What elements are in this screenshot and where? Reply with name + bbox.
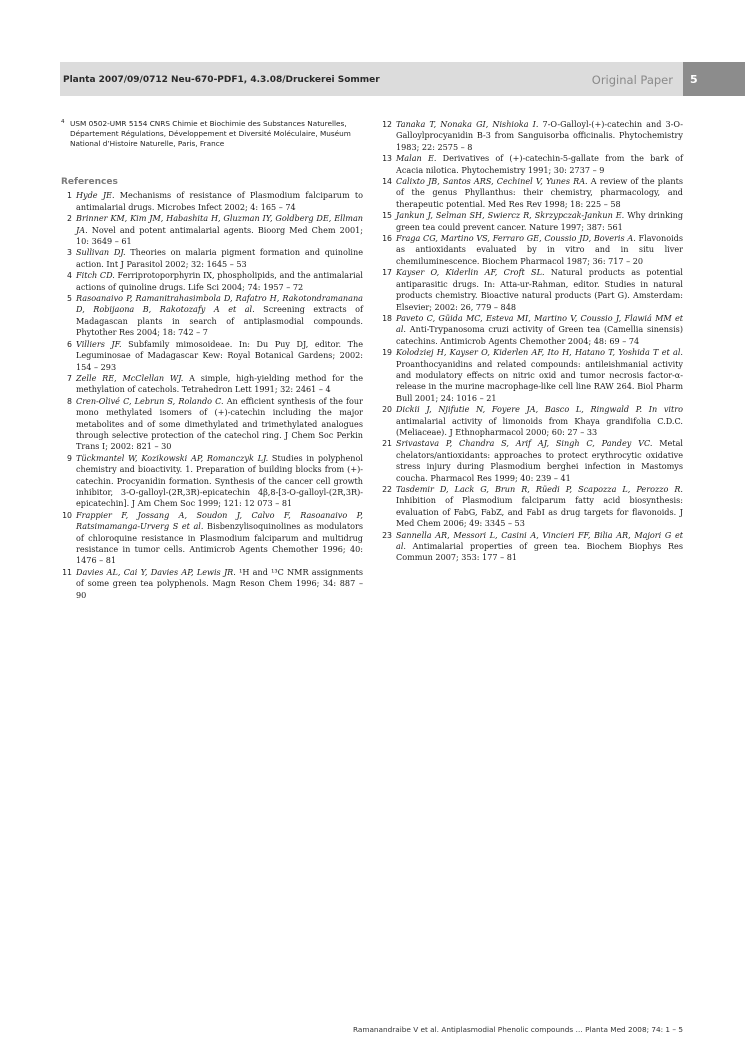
reference-number: 23: [382, 530, 392, 540]
reference-number: 16: [382, 234, 392, 244]
reference-item: [61, 247, 363, 270]
reference-authors: Sullivan DJ.: [76, 247, 126, 258]
references-heading: References: [61, 177, 118, 187]
reference-authors: Hyde JE.: [76, 190, 115, 201]
reference-text: Screening extracts of Madagascan plants in search of antiplasmodial compounds. Phytother Res 2004; 18: 742 – 7: [76, 304, 363, 338]
reference-text: A review of the plants of the genus Phyllanthus: their chemistry, pharmacology, and therapeutic potential. Med Res Rev 1998; 18: 225 – 58: [396, 176, 683, 209]
reference-text: Metal chelators/antioxidants: approaches to protect erythrocytic oxidative stress injury during Plasmodium berghei infection in Mastomys coucha. Pharmacol Res 1999; 40: 239 – 41: [396, 438, 683, 483]
reference-list-right: [381, 119, 683, 564]
reference-authors: Frappier F, Jossang A, Soudon J, Calvo F, Rasoanaivo P, Ratsimamanga-Urverg S et al.: [76, 509, 363, 532]
reference-authors: Paveto C, Güida MC, Esteva MI, Martino V, Coussio J, Flawiá MM et al.: [396, 312, 683, 335]
reference-item: [381, 484, 683, 530]
reference-number: 3: [67, 248, 72, 258]
reference-authors: Calixto JB, Santos ARS, Cechinel V, Yunes RA.: [396, 176, 588, 187]
reference-item: [61, 567, 363, 601]
production-line: Planta 2007/09/0712 Neu-670-PDF1, 4.3.08/Druckerei Sommer: [63, 75, 380, 85]
reference-authors: Villiers JF.: [76, 338, 122, 349]
reference-authors: Brinner KM, Kim JM, Habashita H, Gluzman IY, Goldberg DE, Ellman JA.: [76, 213, 363, 235]
reference-text: ¹H and ¹³C NMR assignments of some green tea polyphenols. Magn Reson Chem 1996; 34: 887 – 90: [76, 566, 363, 600]
reference-item: [61, 510, 363, 567]
reference-item: [381, 119, 683, 153]
reference-text: Bisbenzylisoquinolines as modulators of chloroquine resistance in Plasmodium falciparum and multidrug resistance in tumor cells. Antimicrob Agents Chemother 1996; 40: 1476 – 81: [76, 521, 363, 566]
reference-text: A simple, high-yielding method for the methylation of catechols. Tetrahedron Lett 1991; 32: 2461 – 4: [76, 372, 363, 395]
right-column: [381, 119, 683, 564]
reference-item: [381, 153, 683, 176]
reference-number: 1: [67, 191, 72, 201]
reference-number: 12: [382, 120, 392, 129]
reference-authors: Malan E.: [396, 153, 437, 164]
reference-item: [61, 453, 363, 510]
reference-number: 2: [67, 214, 72, 224]
reference-text: Studies in polyphenol chemistry and bioactivity. 1. Preparation of building blocks from (+)-catechin. Procyanidin formation. Synthesis of the cancer cell growth inhibitor, 3-O-galloyl-(2R,3R)-epicatechin 4β,8-[3-O-galloyl-(2R,3R)-epicatechin]. J Am Chem Soc 1999; 121: 12 073 – 81: [76, 452, 363, 509]
reference-number: 13: [382, 154, 392, 164]
reference-item: [381, 404, 683, 438]
reference-text: Natural products as potential antiparasitic drugs. In: Atta-ur-Rahman, editor. Studies in natural products chemistry. Bioactive natural products (Part G). Amsterdam: Elsevier; 2002: 26, 779 – 848: [396, 267, 683, 312]
footnote-text: USM 0502-UMR 5154 CNRS Chimie et Biochimie des Substances Naturelles, Département Régulations, Développement et Diversité Moléculaire, Muséum National d’Histoire Naturelle, Paris, France: [70, 119, 351, 148]
reference-authors: Srivastava P, Chandra S, Arif AJ, Singh C, Pandey VC.: [396, 438, 653, 449]
reference-item: [381, 530, 683, 564]
reference-number: 20: [382, 405, 392, 415]
reference-item: [61, 373, 363, 396]
reference-number: 15: [382, 211, 392, 221]
reference-text: Ferriprotoporphyrin IX, phospholipids, and the antimalarial actions of quinoline drugs. Life Sci 2004; 74: 1957 – 72: [76, 270, 363, 292]
left-column: [61, 119, 363, 601]
reference-item: [61, 270, 363, 293]
page-number: 5: [690, 73, 698, 86]
reference-text: An efficient synthesis of the four mono methylated isomers of (+)-catechin including the major metabolites and of some dimethylated and trimethylated analogues through selective protection of the catechol ring. J Chem Soc Perkin Trans I; 2002: 821 – 30: [76, 395, 363, 452]
reference-authors: Kayser O, Kiderlin AF, Croft SL.: [396, 267, 545, 278]
reference-item: [381, 176, 683, 210]
reference-item: [61, 396, 363, 453]
reference-item: [381, 347, 683, 404]
reference-authors: Kolodziej H, Kayser O, Kiderlen AF, Ito H, Hatano T, Yoshida T et al.: [396, 347, 683, 358]
reference-number: 8: [67, 396, 72, 406]
reference-authors: Tasdemir D, Lack G, Brun R, Rüedi P, Scapozza L, Perozzo R.: [396, 484, 683, 494]
reference-text: Flavonoids as antioxidants evaluated by in vitro and in situ liver chemiluminescence. Biochem Pharmacol 1987; 36: 717 – 20: [396, 233, 683, 266]
article-type-label: Original Paper: [591, 73, 673, 87]
reference-item: [381, 438, 683, 484]
reference-number: 6: [67, 339, 72, 349]
reference-authors: Davies AL, Cai Y, Davies AP, Lewis JR.: [76, 566, 236, 577]
reference-text: Why drinking green tea could prevent cancer. Nature 1997; 387: 561: [396, 210, 683, 232]
reference-text: Mechanisms of resistance of Plasmodium falciparum to antimalarial drugs. Microbes Infect 2002; 4: 165 – 74: [76, 190, 364, 212]
reference-number: 18: [382, 313, 392, 323]
reference-number: 11: [62, 567, 72, 577]
reference-number: 4: [67, 271, 72, 281]
reference-number: 17: [382, 268, 392, 278]
reference-item: [61, 339, 363, 373]
reference-list-left: [61, 190, 363, 601]
footnote-number: 4: [61, 119, 65, 125]
reference-authors: Zelle RE, McClellan WJ.: [76, 372, 184, 383]
reference-number: 5: [67, 294, 72, 304]
reference-text: Subfamily mimosoideae. In: Du Puy DJ, editor. The Leguminosae of Madagascar Kew: Royal Botanical Gardens; 2002: 154 – 293: [76, 338, 363, 372]
reference-item: [381, 267, 683, 313]
reference-number: 14: [382, 177, 392, 187]
reference-authors: Tückmantel W, Kozikowski AP, Romanczyk LJ.: [76, 452, 269, 463]
reference-number: 7: [67, 373, 72, 383]
reference-item: [61, 190, 363, 213]
affiliation-footnote: [61, 119, 363, 149]
reference-authors: Fraga CG, Martino VS, Ferraro GE, Coussio JD, Boveris A.: [396, 233, 636, 244]
page-number-box: [683, 62, 745, 96]
reference-text: Derivatives of (+)-catechin-5-gallate from the bark of Acacia nilotica. Phytochemistry 1991; 30: 2737 – 9: [396, 153, 684, 175]
reference-text: Antimalarial properties of green tea. Biochem Biophys Res Commun 2007; 353: 177 – 81: [396, 541, 683, 563]
reference-text: Novel and potent antimalarial agents. Bioorg Med Chem 2001; 10: 3649 – 61: [76, 224, 363, 247]
reference-authors: Jankun J, Selman SH, Swiercz R, Skrzypczak-Jankun E.: [396, 210, 625, 221]
reference-number: 22: [382, 485, 392, 494]
reference-authors: Fitch CD.: [76, 270, 115, 281]
reference-text: Theories on malaria pigment formation and quinoline action. Int J Parasitol 2002; 32: 1645 – 53: [76, 247, 363, 269]
reference-authors: Cren-Olivé C, Lebrun S, Rolando C.: [76, 395, 224, 406]
reference-authors: Sannella AR, Messori L, Casini A, Vincieri FF, Bilia AR, Majori G et al.: [396, 529, 683, 552]
reference-number: 19: [382, 348, 392, 358]
reference-text: Proanthocyanidins and related compounds: antileishmanial activity and modulatory effects on nitric oxid and tumor necrosis factor-α-release in the murine macrophage-like cell line RAW 264. Biol Pharm Bull 2001; 24: 1016 – 21: [396, 358, 683, 403]
reference-number: 9: [67, 453, 72, 463]
reference-item: [381, 233, 683, 267]
reference-text: Inhibition of Plasmodium falciparum fatty acid biosynthesis: evaluation of FabG, FabZ, and FabI as drug targets for flavonoids. J Med Chem 2006; 49: 3345 – 53: [396, 495, 683, 529]
reference-item: [381, 210, 683, 233]
reference-number: 21: [382, 439, 392, 449]
reference-authors: Tanaka T, Nonaka GI, Nishioka I.: [396, 119, 539, 129]
reference-text: 7-O-Galloyl-(+)-catechin and 3-O-Galloylprocyanidin B-3 from Sanguisorba officinalis. Phytochemistry 1983; 22: 2575 – 8: [396, 119, 683, 152]
reference-item: [61, 213, 363, 247]
reference-text: Anti-Trypanosoma cruzi activity of Green tea (Camellia sinensis) catechins. Antimicrob Agents Chemother 2004; 48: 69 – 74: [396, 324, 683, 346]
reference-item: [381, 313, 683, 347]
reference-authors: Dickii J, Njifutie N, Foyere JA, Basco L, Ringwald P. In vitro: [396, 404, 683, 415]
running-footer: Ramanandraibe V et al. Antiplasmodial Phenolic compounds … Planta Med 2008; 74: 1 – 5: [352, 1025, 683, 1034]
reference-authors: Rasoanaivo P, Ramanitrahasimbola D, Rafatro H, Rakotondramanana D, Robijaona B, Rakotozafy A et al.: [76, 293, 363, 315]
reference-text: antimalarial activity of limonoids from Khaya grandifolia C.D.C. (Meliaceae). J Ethnopharmacol 2000; 60: 27 – 33: [396, 415, 683, 437]
reference-number: 10: [62, 510, 72, 520]
running-header: [60, 62, 683, 96]
reference-item: [61, 293, 363, 339]
